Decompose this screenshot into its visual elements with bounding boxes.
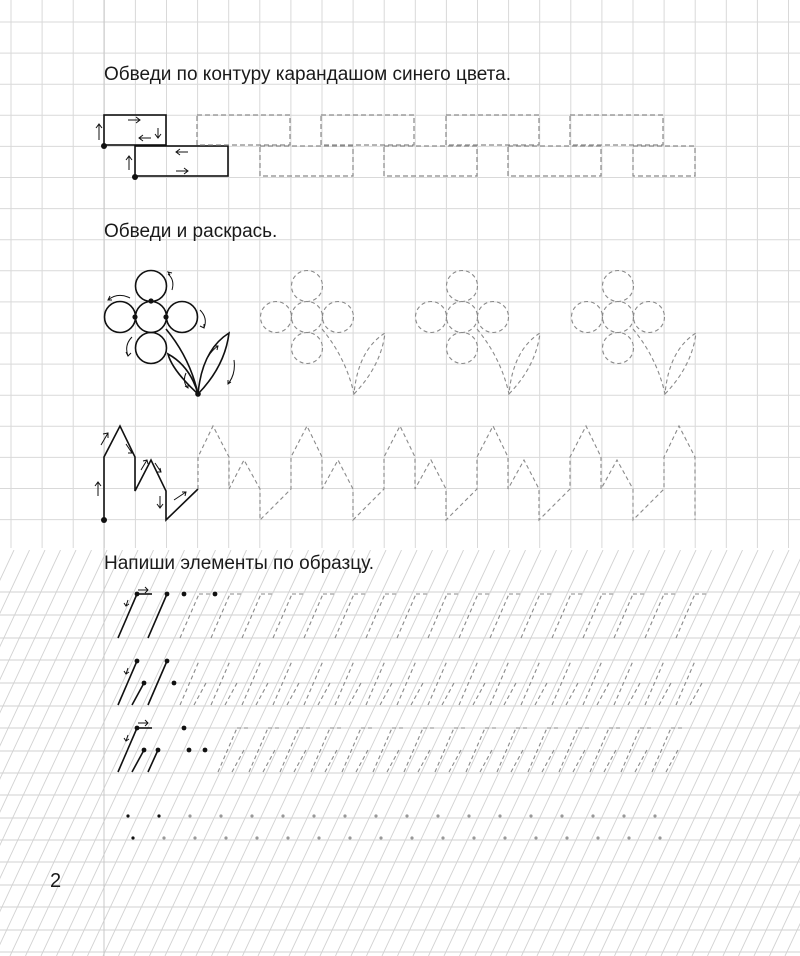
writing-row (126, 814, 661, 839)
task-instruction-trace-and-color: Обведи и раскрась. (104, 221, 278, 242)
task-instruction-trace-contour: Обведи по контуру карандашом синего цвета. (104, 64, 512, 85)
page-number: 2 (50, 870, 62, 892)
writing-row (118, 587, 709, 638)
direction-arrow-icon (124, 668, 129, 674)
writing-rows (118, 587, 709, 840)
start-dot-icon (135, 592, 140, 597)
task-instruction-write-elements: Напиши элементы по образцу. (104, 553, 374, 574)
start-dot-icon (165, 592, 170, 597)
start-dot-icon (135, 659, 140, 664)
writing-row (118, 659, 702, 705)
writing-row (118, 720, 685, 772)
